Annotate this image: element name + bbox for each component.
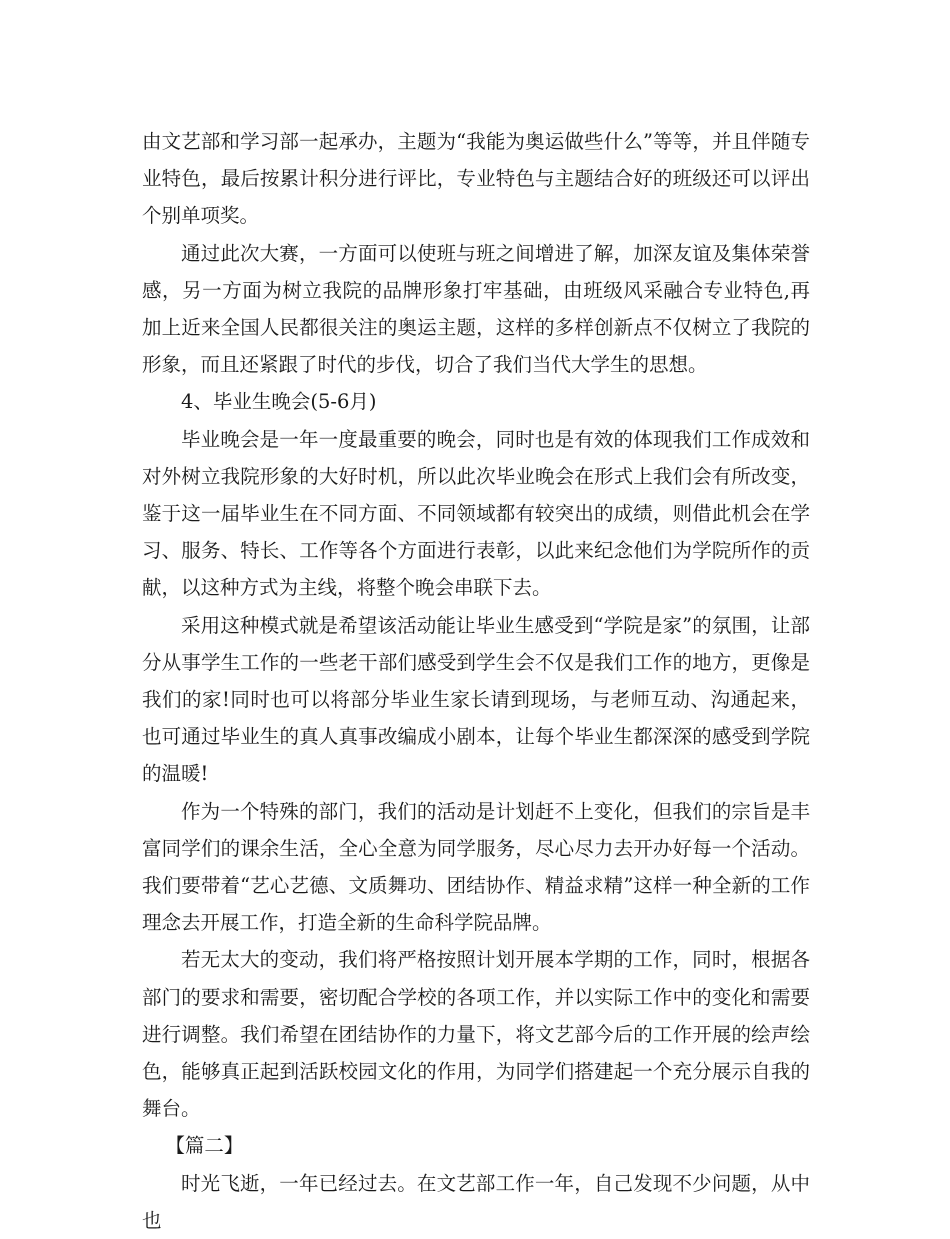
document-body — [142, 123, 810, 1239]
paragraph-part-two-intro: 时光飞逝，一年已经过去。在文艺部工作一年，自己发现不少问题，从中也 — [142, 1171, 810, 1232]
paragraph-contest-benefits: 通过此次大赛，一方面可以使班与班之间增进了解，加深友谊及集体荣誉感，另一方面为树立我院的品牌形象打牢基础，由班级风采融合专业特色,再加上近来全国人民都很关注的奥运主题，这样的多样创新点不仅树立了我院的形象，而且还紧跟了时代的步伐，切合了我们当代大学生的思想。 — [142, 241, 810, 377]
paragraph-department-mission: 作为一个特殊的部门，我们的活动是计划赶不上变化，但我们的宗旨是丰富同学们的课余生活，全心全意为同学服务，尽心尽力去开办好每一个活动。我们要带着“艺心艺德、文质舞功、团结协作、精益求精”这样一种全新的工作理念去开展工作，打造全新的生命科学院品牌。 — [142, 799, 810, 935]
paragraph-graduation-party: 毕业晚会是一年一度最重要的晚会，同时也是有效的体现我们工作成效和对外树立我院形象的大好时机，所以此次毕业晚会在形式上我们会有所改变，鉴于这一届毕业生在不同方面、不同领域都有较突出的成绩，则借此机会在学习、服务、特长、工作等各个方面进行表彰，以此来纪念他们为学院所作的贡献，以这种方式为主线，将整个晚会串联下去。 — [142, 427, 810, 600]
section-heading-part-two: 【篇二】 — [165, 1134, 244, 1158]
paragraph-continuation: 由文艺部和学习部一起承办，主题为“我能为奥运做些什么”等等，并且伴随专业特色，最后按累计积分进行评比，专业特色与主题结合好的班级还可以评出个别单项奖。 — [142, 130, 810, 228]
section-heading-graduation-party: 4、毕业生晚会(5-6月) — [181, 390, 377, 414]
paragraph-closing: 若无太大的变动，我们将严格按照计划开展本学期的工作，同时，根据各部门的要求和需要，密切配合学校的各项工作，并以实际工作中的变化和需要进行调整。我们希望在团结协作的力量下，将文艺部今后的工作开展的绘声绘色，能够真正起到活跃校园文化的作用，为同学们搭建起一个充分展示自我的舞台。 — [142, 948, 810, 1121]
paragraph-home-atmosphere: 采用这种模式就是希望该活动能让毕业生感受到“学院是家”的氛围，让部分从事学生工作的一些老干部们感受到学生会不仅是我们工作的地方，更像是我们的家!同时也可以将部分毕业生家长请到现场，与老师互动、沟通起来，也可通过毕业生的真人真事改编成小剧本，让每个毕业生都深深的感受到学院的温暖! — [142, 613, 810, 786]
